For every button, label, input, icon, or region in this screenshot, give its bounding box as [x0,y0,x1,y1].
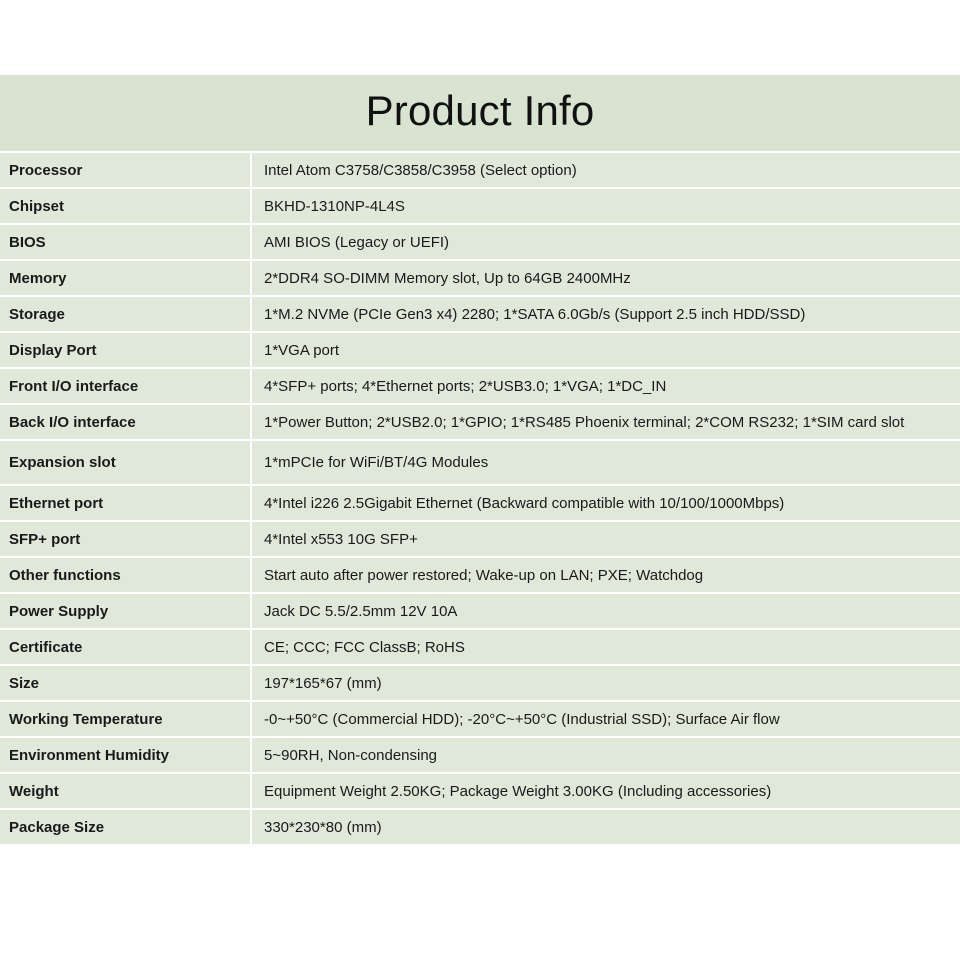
spec-label: Back I/O interface [0,405,252,441]
spec-value: 1*mPCIe for WiFi/BT/4G Modules [252,441,960,486]
spec-row-memory [0,261,960,297]
spec-value: AMI BIOS (Legacy or UEFI) [252,225,960,261]
spec-label: Environment Humidity [0,738,252,774]
spec-table [0,153,960,846]
spec-row-chipset [0,189,960,225]
spec-row-display-port [0,333,960,369]
spec-row-front-io [0,369,960,405]
spec-value: 4*Intel x553 10G SFP+ [252,522,960,558]
spec-row-package-size [0,810,960,846]
spec-label: Front I/O interface [0,369,252,405]
spec-value: Equipment Weight 2.50KG; Package Weight 3.00KG (Including accessories) [252,774,960,810]
spec-label: Weight [0,774,252,810]
spec-row-back-io [0,405,960,441]
spec-label: Chipset [0,189,252,225]
spec-label: Expansion slot [0,441,252,486]
spec-label: Size [0,666,252,702]
spec-row-storage [0,297,960,333]
spec-value: 4*SFP+ ports; 4*Ethernet ports; 2*USB3.0; 1*VGA; 1*DC_IN [252,369,960,405]
spec-value: 197*165*67 (mm) [252,666,960,702]
spec-value: 5~90RH, Non-condensing [252,738,960,774]
spec-row-size [0,666,960,702]
spec-label: Working Temperature [0,702,252,738]
spec-row-expansion-slot [0,441,960,486]
spec-label: BIOS [0,225,252,261]
spec-row-weight [0,774,960,810]
spec-value: Intel Atom C3758/C3858/C3958 (Select option) [252,153,960,189]
spec-row-ethernet-port [0,486,960,522]
spec-row-sfp-port [0,522,960,558]
spec-label: SFP+ port [0,522,252,558]
spec-value: 2*DDR4 SO-DIMM Memory slot, Up to 64GB 2400MHz [252,261,960,297]
spec-row-power-supply [0,594,960,630]
spec-label: Storage [0,297,252,333]
spec-value: Start auto after power restored; Wake-up on LAN; PXE; Watchdog [252,558,960,594]
spec-row-environment-humidity [0,738,960,774]
spec-value: CE; CCC; FCC ClassB; RoHS [252,630,960,666]
spec-row-processor [0,153,960,189]
spec-label: Memory [0,261,252,297]
spec-row-certificate [0,630,960,666]
spec-value: Jack DC 5.5/2.5mm 12V 10A [252,594,960,630]
spec-label: Package Size [0,810,252,846]
spec-value: 1*M.2 NVMe (PCIe Gen3 x4) 2280; 1*SATA 6.0Gb/s (Support 2.5 inch HDD/SSD) [252,297,960,333]
spec-value: 1*VGA port [252,333,960,369]
spec-value: 1*Power Button; 2*USB2.0; 1*GPIO; 1*RS485 Phoenix terminal; 2*COM RS232; 1*SIM card slot [252,405,960,441]
spec-label: Power Supply [0,594,252,630]
spec-label: Certificate [0,630,252,666]
title-band [0,75,960,151]
spec-label: Other functions [0,558,252,594]
page-title: Product Info [365,87,595,134]
spec-label: Processor [0,153,252,189]
spec-row-other-functions [0,558,960,594]
spec-label: Ethernet port [0,486,252,522]
spec-label: Display Port [0,333,252,369]
spec-value: 4*Intel i226 2.5Gigabit Ethernet (Backward compatible with 10/100/1000Mbps) [252,486,960,522]
spec-value: BKHD-1310NP-4L4S [252,189,960,225]
spec-value: -0~+50°C (Commercial HDD); -20°C~+50°C (Industrial SSD); Surface Air flow [252,702,960,738]
spec-row-bios [0,225,960,261]
spec-row-working-temperature [0,702,960,738]
spec-value: 330*230*80 (mm) [252,810,960,846]
